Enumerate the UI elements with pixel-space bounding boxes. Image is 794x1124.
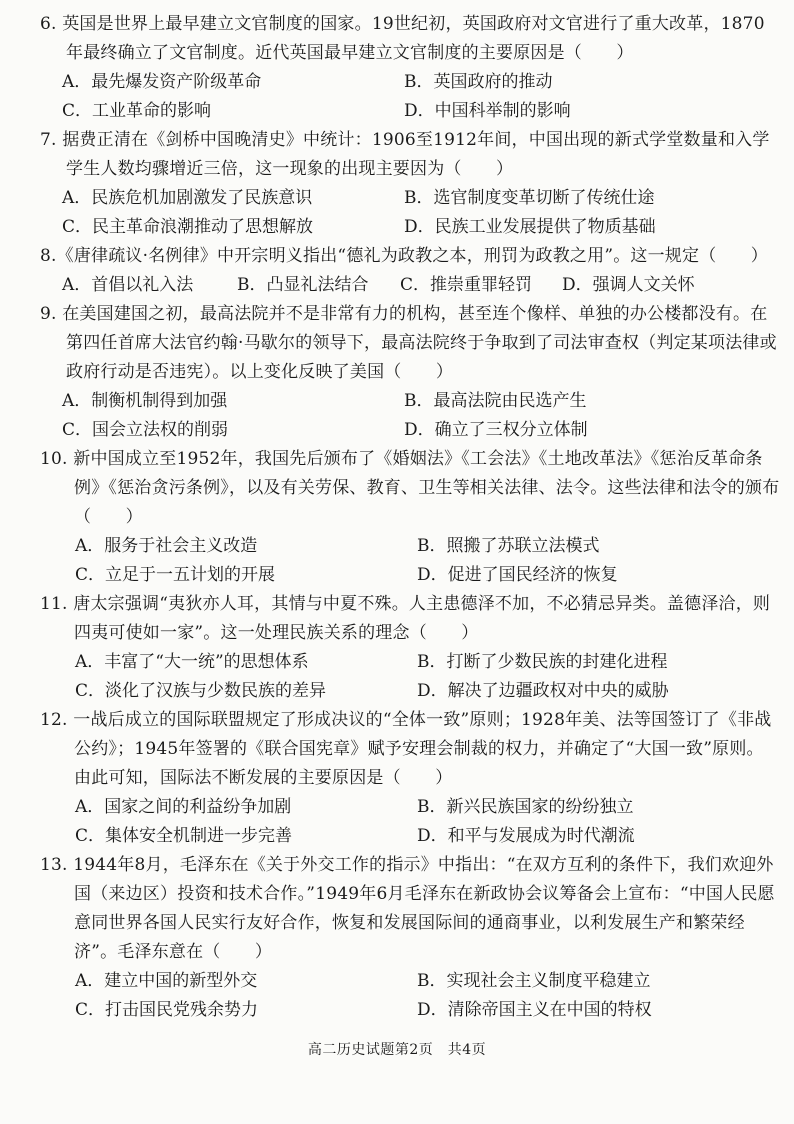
option-c: C．立足于一五计划的开展	[75, 565, 276, 585]
option-d: D．民族工业发展提供了物质基础	[404, 217, 656, 237]
question-12	[40, 706, 780, 851]
option-a: A．制衡机制得到加强	[62, 391, 228, 411]
option-d: D．确立了三权分立体制	[404, 420, 588, 440]
option-a: A．丰富了“大一统”的思想体系	[75, 652, 309, 672]
option-b: B．照搬了苏联立法模式	[417, 536, 600, 556]
option-b: B．实现社会主义制度平稳建立	[417, 971, 651, 991]
question-stem: 6. 英国是世界上最早建立文官制度的国家。19世纪初，英国政府对文官进行了重大改革，1870年最终确立了文官制度。近代英国最早建立文官制度的主要原因是（ ）	[40, 14, 765, 63]
option-c: C．推崇重罪轻罚	[400, 275, 533, 295]
question-13	[40, 851, 780, 1025]
question-stem: 13. 1944年8月，毛泽东在《关于外交工作的指示》中指出：“在双方互利的条件下，我们欢迎外国（来边区）投资和技术合作。”1949年6月毛泽东在新政协会议筹备会上宣布：“中国人民愿意同世界各国人民实行友好合作，恢复和发展国际间的通商事业，以利发展生产和繁荣经济”。毛泽东意在（ ）	[40, 855, 775, 962]
option-d: D．清除帝国主义在中国的特权	[417, 1000, 652, 1020]
option-c: C．集体安全机制进一步完善	[75, 826, 293, 846]
option-grid	[40, 68, 780, 126]
option-d: D．解决了边疆政权对中央的威胁	[417, 681, 669, 701]
option-b: B．最高法院由民选产生	[404, 391, 587, 411]
page-footer: 高二历史试题第2页 共4页	[307, 1042, 487, 1058]
option-grid	[40, 532, 780, 590]
option-c: C．淡化了汉族与少数民族的差异	[75, 681, 327, 701]
question-stem: 8.《唐律疏议·名例律》中开宗明义指出“德礼为政教之本，刑罚为政教之用”。这一规定（ ）	[40, 246, 769, 266]
question-stem: 11. 唐太宗强调“夷狄亦人耳，其情与中夏不殊。人主患德泽不加，不必猜忌异类。盖德泽洽，则四夷可使如一家”。这一处理民族关系的理念（ ）	[40, 594, 771, 643]
question-8	[40, 242, 780, 300]
question-stem: 7. 据费正清在《剑桥中国晚清史》中统计：1906至1912年间，中国出现的新式学堂数量和入学学生人数均骤增近三倍，这一现象的出现主要因为（ ）	[40, 130, 770, 179]
question-9	[40, 300, 780, 445]
question-7	[40, 126, 780, 242]
option-a: A．首倡以礼入法	[62, 275, 194, 295]
option-c: C．打击国民党残余势力	[75, 1000, 259, 1020]
option-a: A．建立中国的新型外交	[75, 971, 258, 991]
option-c: C．国会立法权的削弱	[62, 420, 229, 440]
option-b: B．打断了少数民族的封建化进程	[417, 652, 668, 672]
option-c: C．民主革命浪潮推动了思想解放	[62, 217, 314, 237]
option-grid	[40, 387, 780, 445]
question-11	[40, 590, 780, 706]
option-b: B．选官制度变革切断了传统仕途	[404, 188, 655, 208]
option-grid	[40, 271, 780, 300]
option-b: B．新兴民族国家的纷纷独立	[417, 797, 634, 817]
question-stem: 10. 新中国成立至1952年，我国先后颁布了《婚姻法》《工会法》《土地改革法》《惩治反革命条例》《惩治贪污条例》，以及有关劳保、教育、卫生等相关法律、法令。这些法律和法令的颁布（ ）	[40, 449, 780, 527]
option-d: D．和平与发展成为时代潮流	[417, 826, 635, 846]
option-b: B．凸显礼法结合	[237, 275, 369, 295]
question-stem: 9. 在美国建国之初，最高法院并不是非常有力的机构，甚至连个像样、单独的办公楼都没有。在第四任首席大法官约翰·马歇尔的领导下，最高法院终于争取到了司法审查权（判定某项法律或政府行动是否违宪）。以上变化反映了美国（ ）	[40, 304, 777, 382]
option-d: D．强调人文关怀	[562, 275, 695, 295]
option-a: A．国家之间的利益纷争加剧	[75, 797, 292, 817]
option-a: A．民族危机加剧激发了民族意识	[62, 188, 313, 208]
option-grid	[40, 648, 780, 706]
option-a: A．服务于社会主义改造	[75, 536, 258, 556]
option-b: B．英国政府的推动	[404, 72, 553, 92]
question-10	[40, 445, 780, 590]
option-a: A．最先爆发资产阶级革命	[62, 72, 262, 92]
option-d: D．促进了国民经济的恢复	[417, 565, 618, 585]
option-c: C．工业革命的影响	[62, 101, 212, 121]
option-grid	[40, 184, 780, 242]
option-grid	[40, 793, 780, 851]
option-d: D．中国科举制的影响	[404, 101, 571, 121]
question-list	[40, 10, 780, 1025]
question-stem: 12. 一战后成立的国际联盟规定了形成决议的“全体一致”原则；1928年美、法等国签订了《非战公约》；1945年签署的《联合国宪章》赋予安理会制裁的权力，并确定了“大国一致”原则。由此可知，国际法不断发展的主要原因是（ ）	[40, 710, 772, 788]
option-grid	[40, 967, 780, 1025]
question-6	[40, 10, 780, 126]
